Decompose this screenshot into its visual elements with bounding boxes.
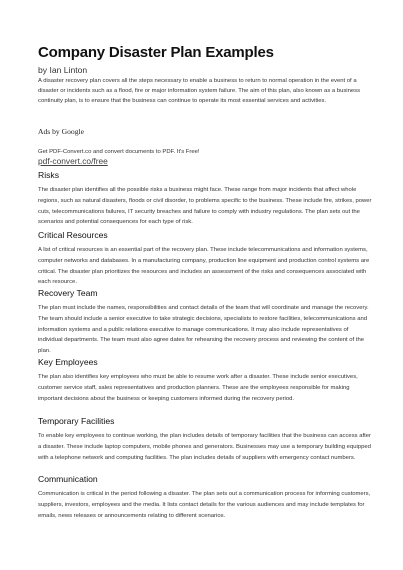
section-key-employees — [38, 357, 373, 404]
section-body: Communication is critical in the period following a disaster. The plan sets out a communication process for informing customers, suppliers, investors, employees and the media. It lists contact details for the various audiences and may include templates for emails, news releases or announcements relating to different scenarios. — [38, 491, 371, 519]
intro-paragraph: A disaster recovery plan covers all the steps necessary to enable a business to return to normal operation in the event of a disaster or incidents such as a flood, fire or major information system failure. The aim of this plan, also known as a business continuity plan, is to ensure that the business can continue to operate its most essential services and activities. — [38, 78, 361, 104]
author-byline: by Ian Linton — [38, 65, 88, 75]
section-body: A list of critical resources is an essential part of the recovery plan. These include telecommunications and information systems, computer networks and databases. In a manufacturing company, production line equipment and production control systems are critical. The disaster plan prioritizes the resources and includes an assessment of the risks and consequences associated with each resource. — [38, 247, 370, 286]
section-recovery-team — [38, 288, 373, 357]
ad-text: Get PDF-Convert.co and convert documents to PDF. It's Free! — [38, 149, 200, 155]
section-body: To enable key employees to continue working, the plan includes details of temporary facilities that the business can access after a disaster. These include laptop computers, mobile phones and generators. Businesses may use a temporary building equipped with a telephone network and computing facilities. The plan includes details of suppliers with emergency contact numbers. — [38, 433, 372, 461]
page-title: Company Disaster Plan Examples — [38, 44, 274, 61]
section-heading: Critical Resources — [38, 230, 108, 240]
section-body: The disaster plan identifies all the possible risks a business might face. These range from major incidents that affect whole regions, such as natural disasters, floods or civil disorder, to problems specific to the business. These include fire, strikes, power cuts, telecommunications failures, IT security breaches and failure to comply with industry regulations. The plan sets out the scenarios and potential consequences for each type of risk. — [38, 187, 372, 226]
section-body: The plan also identifies key employees who must be able to resume work after a disaster. These include senior executives, customer service staff, sales representatives and production planners. These are the employees responsible for making important decisions about the business or keeping customers informed during the recovery period. — [38, 374, 358, 402]
section-risks — [38, 170, 373, 228]
section-heading: Key Employees — [38, 357, 98, 367]
section-heading: Communication — [38, 474, 98, 484]
section-body: The plan must include the names, responsibilities and contact details of the team that will coordinate and manage the recovery. The team should include a senior executive to take strategic decisions, specialists to restore facilities, telecommunications and information systems and a public relations executive to manage communications. It may also include representatives of individual departments. The team must also agree dates for rehearsing the recovery process and reviewing the content of the plan. — [38, 305, 369, 355]
section-temporary-facilities — [38, 416, 373, 463]
section-heading: Risks — [38, 170, 60, 180]
section-heading: Recovery Team — [38, 288, 98, 298]
section-communication — [38, 474, 373, 521]
section-heading: Temporary Facilities — [38, 416, 115, 426]
ad-link[interactable]: pdf-convert.co/free — [38, 156, 108, 166]
ads-label: Ads by Google — [38, 127, 84, 136]
section-critical-resources — [38, 230, 373, 288]
